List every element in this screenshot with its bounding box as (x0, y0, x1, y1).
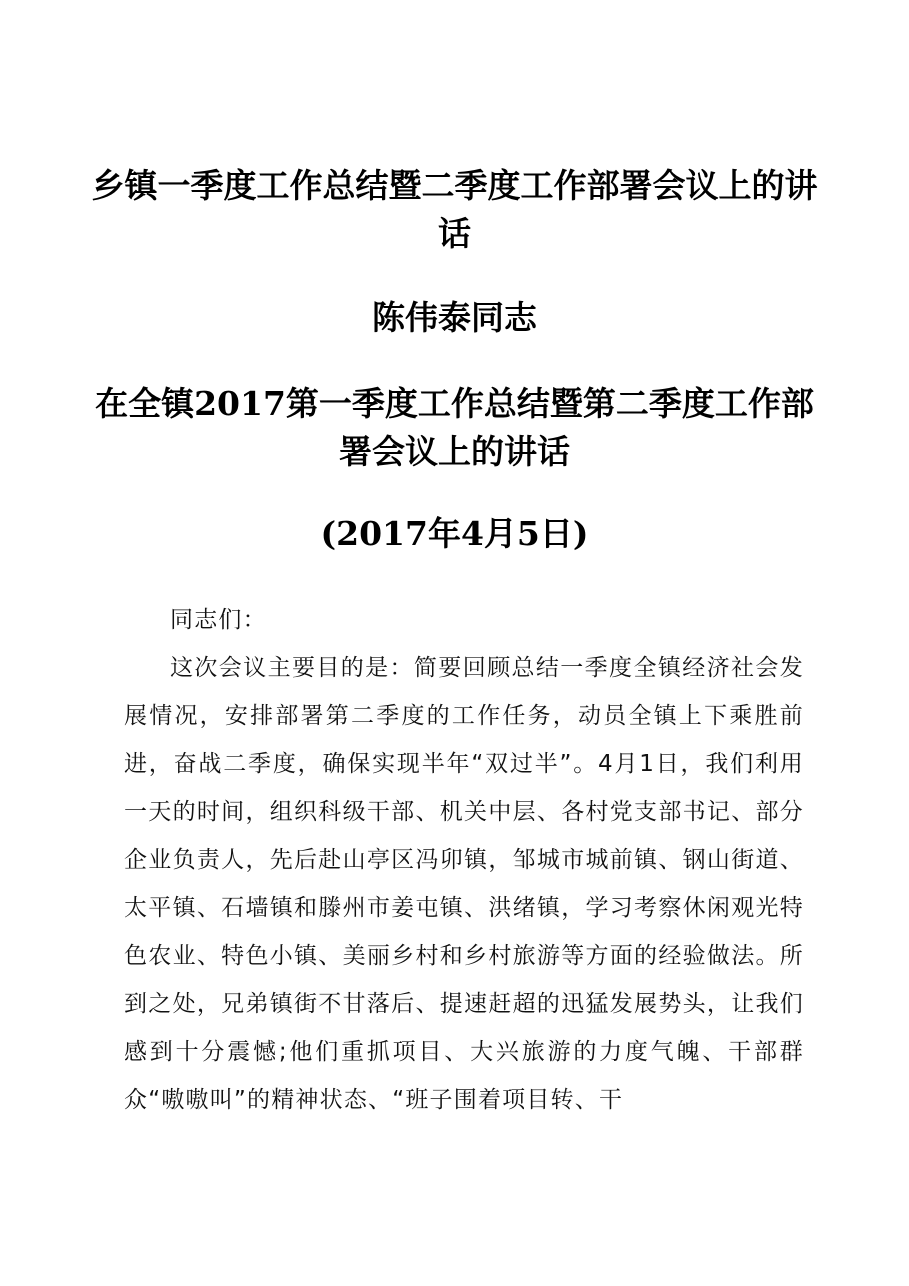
document-body (124, 596, 804, 1124)
speech-subtitle: 在全镇2017第一季度工作总结暨第二季度工作部署会议上的讲话 (95, 384, 814, 471)
body-paragraph: 这次会议主要目的是：简要回顾总结一季度全镇经济社会发展情况，安排部署第二季度的工作任务，动员全镇上下乘胜前进，奋战二季度，确保实现半年“双过半”。4月1日，我们利用一天的时间，组织科级干部、机关中层、各村党支部书记、部分企业负责人，先后赴山亭区冯卯镇，邹城市城前镇、钢山街道、太平镇、石墙镇和滕州市姜屯镇、洪绪镇，学习考察休闲观光特色农业、特色小镇、美丽乡村和乡村旅游等方面的经验做法。所到之处，兄弟镇街不甘落后、提速赶超的迅猛发展势头，让我们感到十分震憾;他们重抓项目、大兴旅游的力度气魄、干部群众“嗷嗷叫”的精神状态、“班子围着项目转、干 (124, 655, 804, 1113)
document-title: 乡镇一季度工作总结暨二季度工作部署会议上的讲话 (91, 166, 818, 253)
salutation: 同志们： (170, 607, 267, 633)
speaker-name: 陈伟泰同志 (372, 298, 537, 337)
speech-date: (2017年4月5日) (320, 514, 589, 553)
